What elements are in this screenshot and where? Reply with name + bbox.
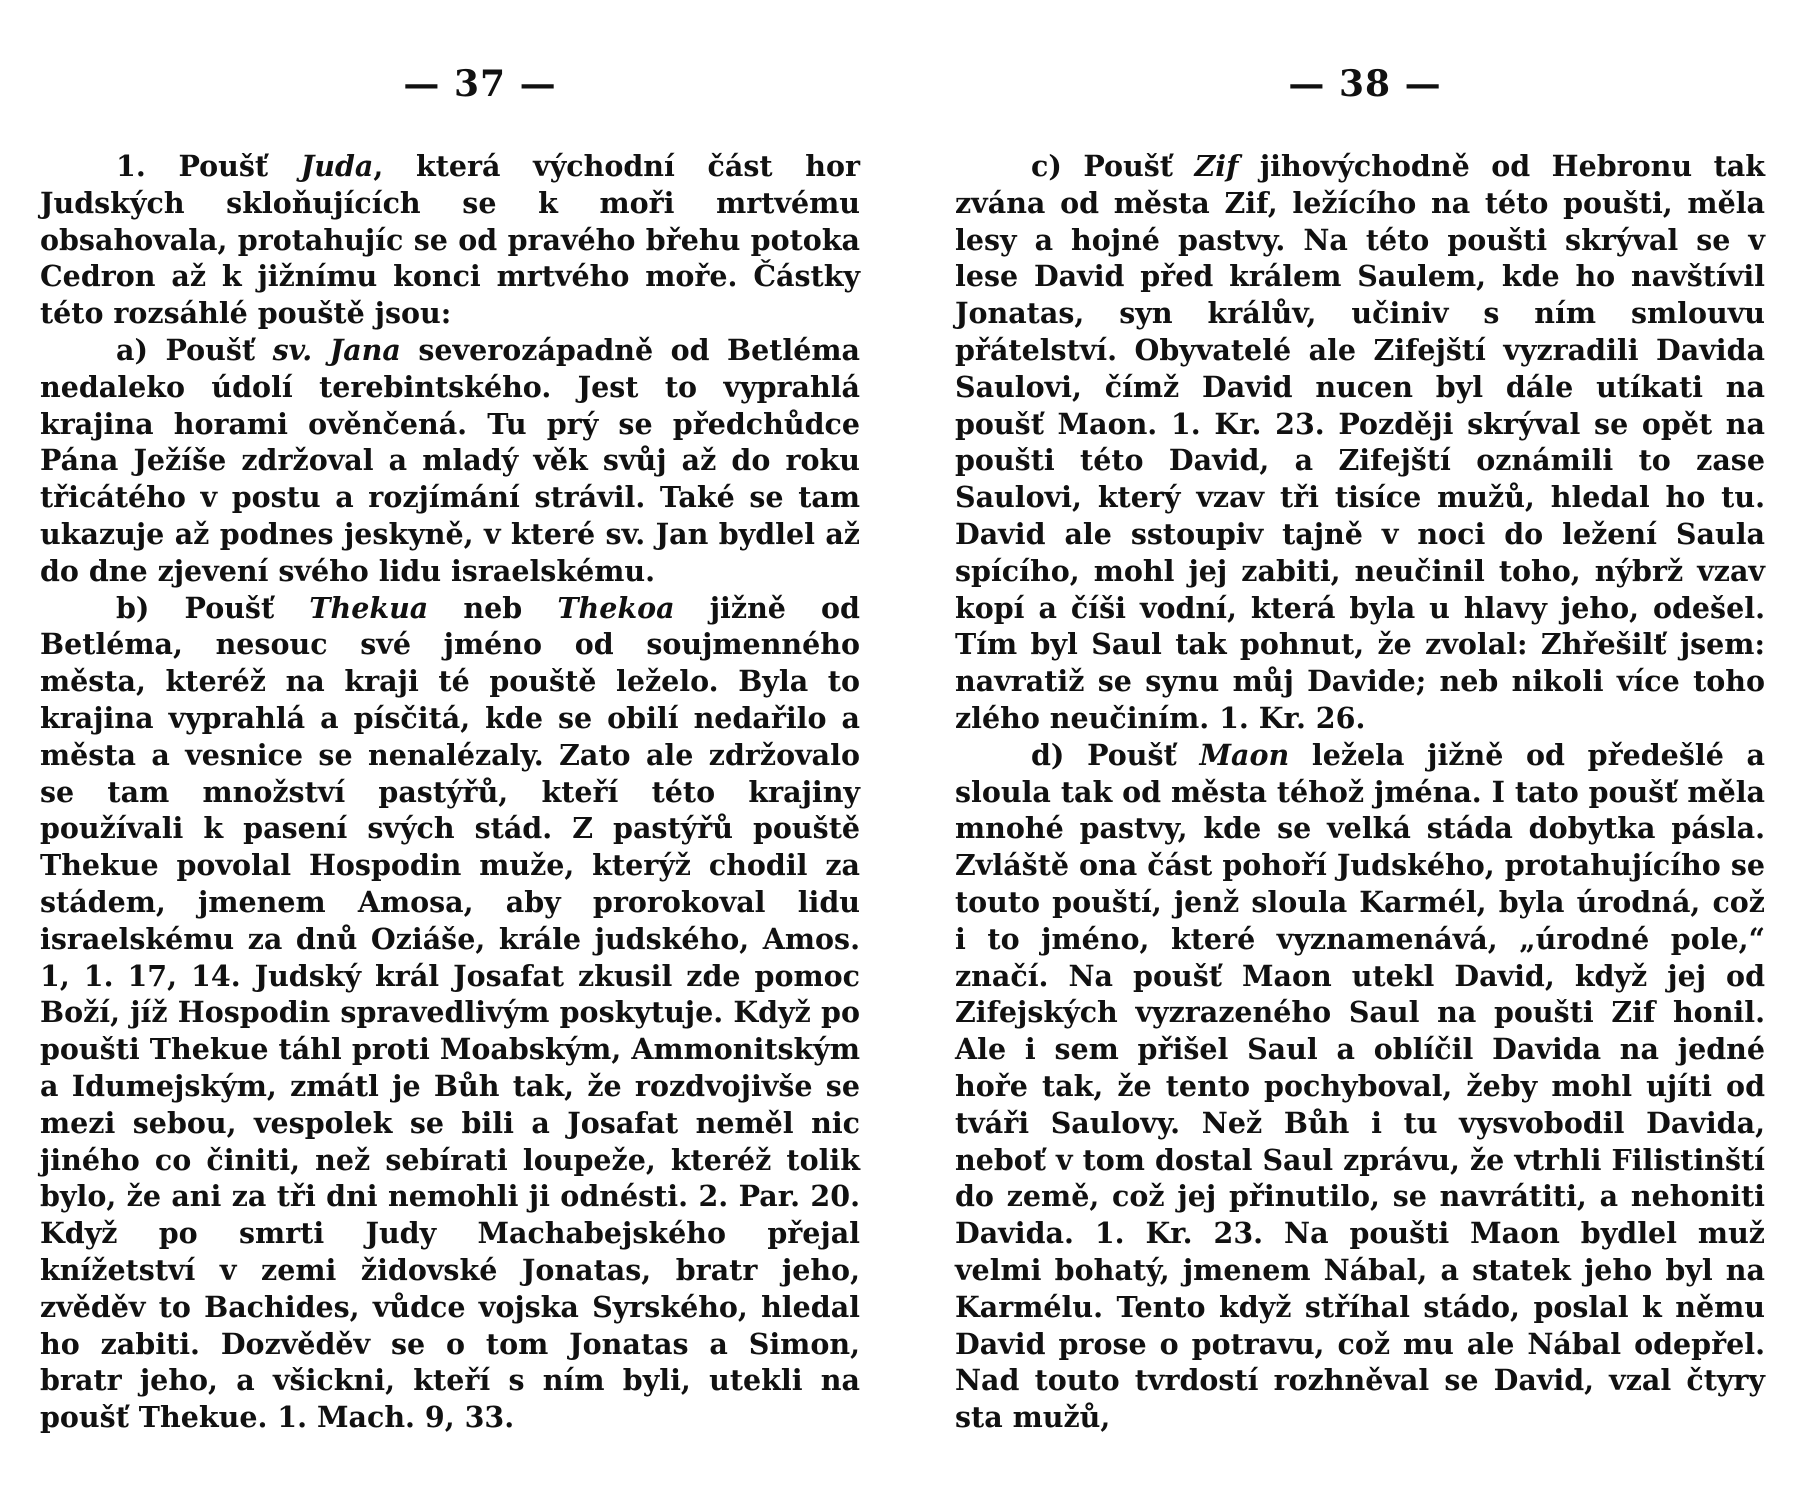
paragraph-poust-sv-jana [40, 332, 860, 590]
italic-term: Maon [1199, 737, 1290, 772]
left-text-column [40, 148, 860, 1436]
italic-term: Juda [300, 149, 374, 183]
paragraph-poust-juda [40, 148, 860, 332]
italic-term: Thekua [309, 590, 429, 625]
text-run: severozápadně od Betléma nedaleko údolí terebintského. Jest to vyprahlá krajina horami ověnčená. Tu prý se předchůdce Pána Ježíše zdržoval a mladý věk svůj až do roku třicátého v postu a rozjímání strávil. Také se tam ukazuje až podnes jeskyně, v které sv. Jan bydlel až do dne zjevení svého lidu israelskému. [40, 332, 860, 588]
text-run: c) Poušť [1031, 149, 1195, 183]
paragraph-poust-zif [955, 148, 1765, 737]
italic-term: sv. Jana [272, 332, 401, 367]
right-text-column [955, 148, 1765, 1436]
text-run: d) Poušť [1031, 737, 1200, 772]
text-run: , která východní část hor Judských skloňujících se k moři mrtvému obsahovala, protahujíc se od pravého břehu potoka Cedron až k jižnímu konci mrtvého moře. Částky této rozsáhlé pouště jsou: [40, 149, 860, 331]
page-number-left: — 37 — [403, 63, 557, 105]
page-number-right: — 38 — [1288, 63, 1442, 105]
text-run: jižně od Betléma, nesouc své jméno od soujmenného města, kteréž na kraji té pouště leželo. Byla to krajina vyprahlá a písčitá, kde se obilí nedařilo a města a vesnice se nenalézaly. Zato ale zdržovalo se tam množství pastýřů, kteří této krajiny používali k pasení svých stád. Z pastýřů pouště Thekue povolal Hospodin muže, kterýž chodil za stádem, jmenem Amosa, aby prorokoval lidu israelskému za dnů Oziáše, krále judského, Amos. 1, 1. 17, 14. Judský král Josafat zkusil zde pomoc Boží, jíž Hospodin spravedlivým poskytuje. Když po poušti Thekue táhl proti Moabským, Ammonitským a Idumejským, zmátl je Bůh tak, že rozdvojivše se mezi sebou, vespolek se bili a Josafat neměl nic jiného co činiti, než sebírati loupeže, kteréž tolik bylo, že ani za tři dni nemohli ji odnésti. 2. Par. 20. Když po smrti Judy Machabejského přejal knížetství v zemi židovské Jonatas, bratr jeho, zvěděv to Bachides, vůdce vojska Syrského, hledal ho zabiti. Dozvěděv se o tom Jonatas a Simon, bratr jeho, a všickni, kteří s ním byli, utekli na poušť Thekue. 1. Mach. 9, 33. [40, 590, 860, 1435]
text-run: neb [428, 590, 558, 625]
paragraph-poust-thekua [40, 590, 860, 1436]
text-run: 1. Poušť [116, 149, 301, 183]
left-page [40, 0, 860, 1500]
right-page [955, 0, 1765, 1500]
text-run: b) Poušť [116, 590, 310, 625]
italic-term: Zif [1194, 149, 1239, 183]
text-run: jihovýchodně od Hebronu tak zvána od města Zif, ležícího na této poušti, měla lesy a hojné pastvy. Na této poušti skrýval se v lese David před králem Saulem, kde ho navštívil Jonatas, syn králův, učiniv s ním smlouvu přátelství. Obyvatelé ale Zifejští vyzradili Davida Saulovi, čímž David nucen byl dále utíkati na poušť Maon. 1. Kr. 23. Později skrýval se opět na poušti této David, a Zifejští oznámili to zase Saulovi, který vzav tři tisíce mužů, hledal ho tu. David ale sstoupiv tajně v noci do ležení Saula spícího, mohl jej zabiti, neučinil toho, nýbrž vzav kopí a číši vodní, která byla u hlavy jeho, odešel. Tím byl Saul tak pohnut, že zvolal: Zhřešilť jsem: navratiž se synu můj Davide; neb nikoli více toho zlého neučiním. 1. Kr. 26. [955, 149, 1765, 735]
text-run: a) Poušť [116, 332, 273, 367]
text-run: ležela jižně od předešlé a sloula tak od města téhož jména. I tato poušť měla mnohé pastvy, kde se velká stáda dobytka pásla. Zvláště ona část pohoří Judského, protahujícího se touto pouští, jenž sloula Karmél, byla úrodná, což i to jméno, které vyznamenává, „úrodné pole,“ značí. Na poušť Maon utekl David, když jej od Zifejských vyzrazeného Saul na poušti Zif honil. Ale i sem přišel Saul a oblíčil Davida na jedné hoře tak, že tento pochyboval, žeby mohl ujíti od tváři Saulovy. Než Bůh i tu vysvobodil Davida, neboť v tom dostal Saul zprávu, že vtrhli Filistinští do země, což jej přinutilo, se navrátiti, a nehoniti Davida. 1. Kr. 23. Na poušti Maon bydlel muž velmi bohatý, jmenem Nábal, a statek jeho byl na Karmélu. Tento když stříhal stádo, poslal k němu David prose o potravu, což mu ale Nábal odepřel. Nad touto tvrdostí rozhněval se David, vzal čtyry sta mužů, [955, 737, 1765, 1435]
paragraph-poust-maon [955, 737, 1765, 1436]
italic-term: Thekoa [557, 590, 675, 625]
